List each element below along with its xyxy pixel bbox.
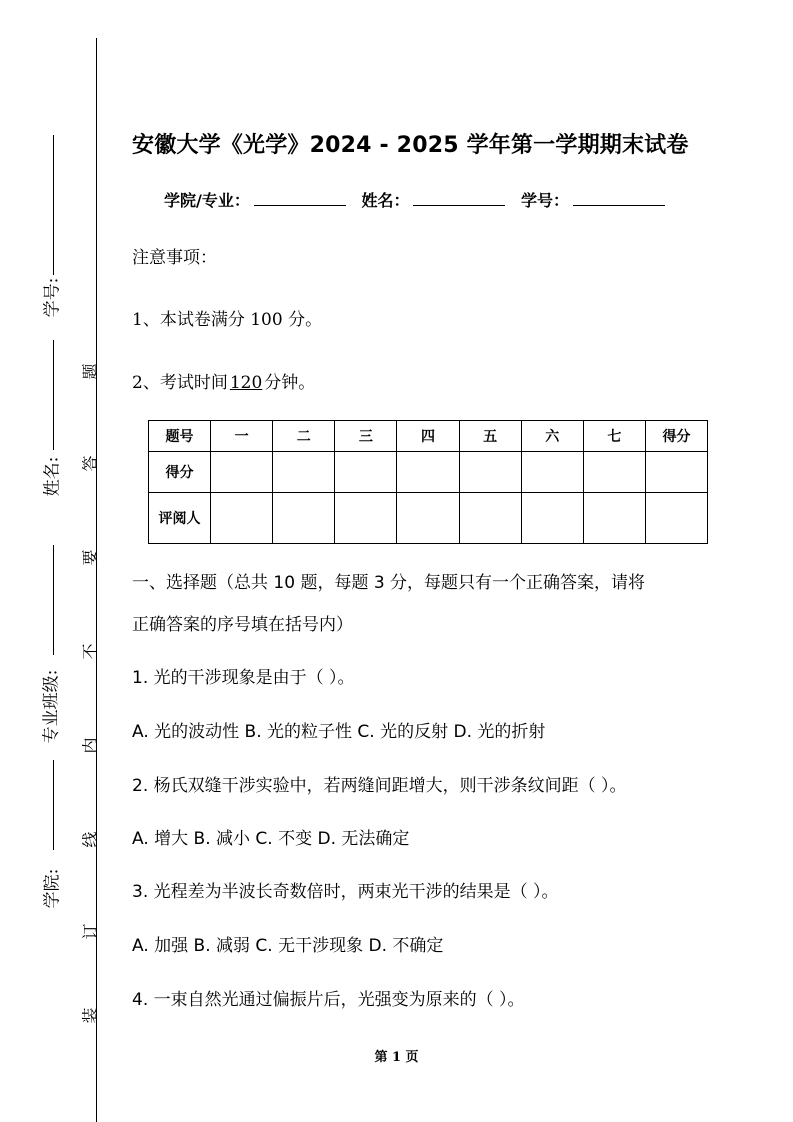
- exam-title: 安徽大学《光学》2024 - 2025 学年第一学期期末试卷: [132, 133, 689, 158]
- margin-char-6: 线: [80, 831, 100, 848]
- question-2: 2. 杨氏双缝干涉实验中，若两缝间距增大，则干涉条纹间距（ ）。: [132, 776, 627, 796]
- margin-major-class-label: 专业班级:: [41, 669, 62, 744]
- margin-college-label: 学院:: [42, 868, 63, 909]
- exam-duration-value: 120: [229, 373, 263, 393]
- score-cell[interactable]: [583, 452, 645, 493]
- table-header-cell: 四: [397, 421, 459, 452]
- note-item-2-prefix: 2、考试时间: [132, 373, 228, 393]
- table-header-cell: 三: [335, 421, 397, 452]
- margin-char-5: 内: [80, 737, 100, 754]
- student-id-blank[interactable]: [573, 191, 665, 206]
- table-header-cell: 一: [211, 421, 273, 452]
- page-number: 第 1 页: [374, 1050, 419, 1065]
- notes-heading: 注意事项：: [132, 248, 217, 268]
- question-4: 4. 一束自然光通过偏振片后，光强变为原来的（ ）。: [132, 990, 525, 1010]
- note-item-2: [132, 368, 315, 393]
- grader-cell[interactable]: [583, 493, 645, 544]
- question-1-options: A. 光的波动性 B. 光的粒子性 C. 光的反射 D. 光的折射: [132, 722, 546, 742]
- grader-cell[interactable]: [459, 493, 521, 544]
- margin-char-2: 答: [80, 455, 100, 472]
- college-major-label: 学院/专业：: [164, 191, 250, 210]
- section1-heading-line2: 正确答案的序号填在括号内）: [132, 615, 353, 635]
- margin-name-label: 姓名:: [42, 456, 63, 497]
- score-cell[interactable]: [521, 452, 583, 493]
- score-table-header-row: [149, 421, 708, 452]
- question-3: 3. 光程差为半波长奇数倍时，两束光干涉的结果是（ ）。: [132, 882, 559, 902]
- table-header-cell: 五: [459, 421, 521, 452]
- score-cell[interactable]: [397, 452, 459, 493]
- table-header-cell: 得分: [645, 421, 707, 452]
- grader-row-label: 评阅人: [149, 493, 211, 544]
- score-row-label: 得分: [149, 452, 211, 493]
- question-3-options: A. 加强 B. 减弱 C. 无干涉现象 D. 不确定: [132, 936, 444, 956]
- score-cell[interactable]: [211, 452, 273, 493]
- question-1: 1. 光的干涉现象是由于（ ）。: [132, 668, 355, 688]
- note-item-1: 1、本试卷满分 100 分。: [132, 310, 323, 330]
- score-row: [149, 452, 708, 493]
- margin-char-4: 不: [80, 643, 100, 660]
- grader-cell[interactable]: [397, 493, 459, 544]
- score-cell[interactable]: [273, 452, 335, 493]
- score-table: [148, 420, 708, 544]
- margin-char-7: 订: [80, 923, 100, 940]
- grader-cell[interactable]: [335, 493, 397, 544]
- score-cell[interactable]: [459, 452, 521, 493]
- score-cell[interactable]: [645, 452, 707, 493]
- college-major-blank[interactable]: [254, 191, 346, 206]
- margin-char-1: 题: [80, 363, 100, 380]
- table-header-cell: 题号: [149, 421, 211, 452]
- score-cell[interactable]: [335, 452, 397, 493]
- student-info-row: [164, 188, 675, 211]
- margin-student-id-label: 学号:: [42, 277, 63, 318]
- note-item-2-suffix: 分钟。: [264, 373, 316, 393]
- question-2-options: A. 增大 B. 减小 C. 不变 D. 无法确定: [132, 829, 410, 849]
- name-blank[interactable]: [413, 191, 505, 206]
- name-label: 姓名：: [361, 191, 410, 210]
- margin-char-8: 装: [80, 1007, 100, 1024]
- grader-row: [149, 493, 708, 544]
- student-id-rule: [53, 135, 54, 275]
- grader-cell[interactable]: [645, 493, 707, 544]
- binding-line: [96, 38, 97, 1122]
- section1-heading-line1: 一、选择题（总共 10 题，每题 3 分，每题只有一个正确答案，请将: [132, 573, 646, 593]
- name-rule: [53, 340, 54, 450]
- grader-cell[interactable]: [521, 493, 583, 544]
- student-id-label: 学号：: [521, 191, 570, 210]
- table-header-cell: 二: [273, 421, 335, 452]
- table-header-cell: 七: [583, 421, 645, 452]
- grader-cell[interactable]: [273, 493, 335, 544]
- margin-char-3: 要: [80, 549, 100, 566]
- table-header-cell: 六: [521, 421, 583, 452]
- grader-cell[interactable]: [211, 493, 273, 544]
- major-class-rule: [53, 545, 54, 655]
- college-rule: [53, 760, 54, 850]
